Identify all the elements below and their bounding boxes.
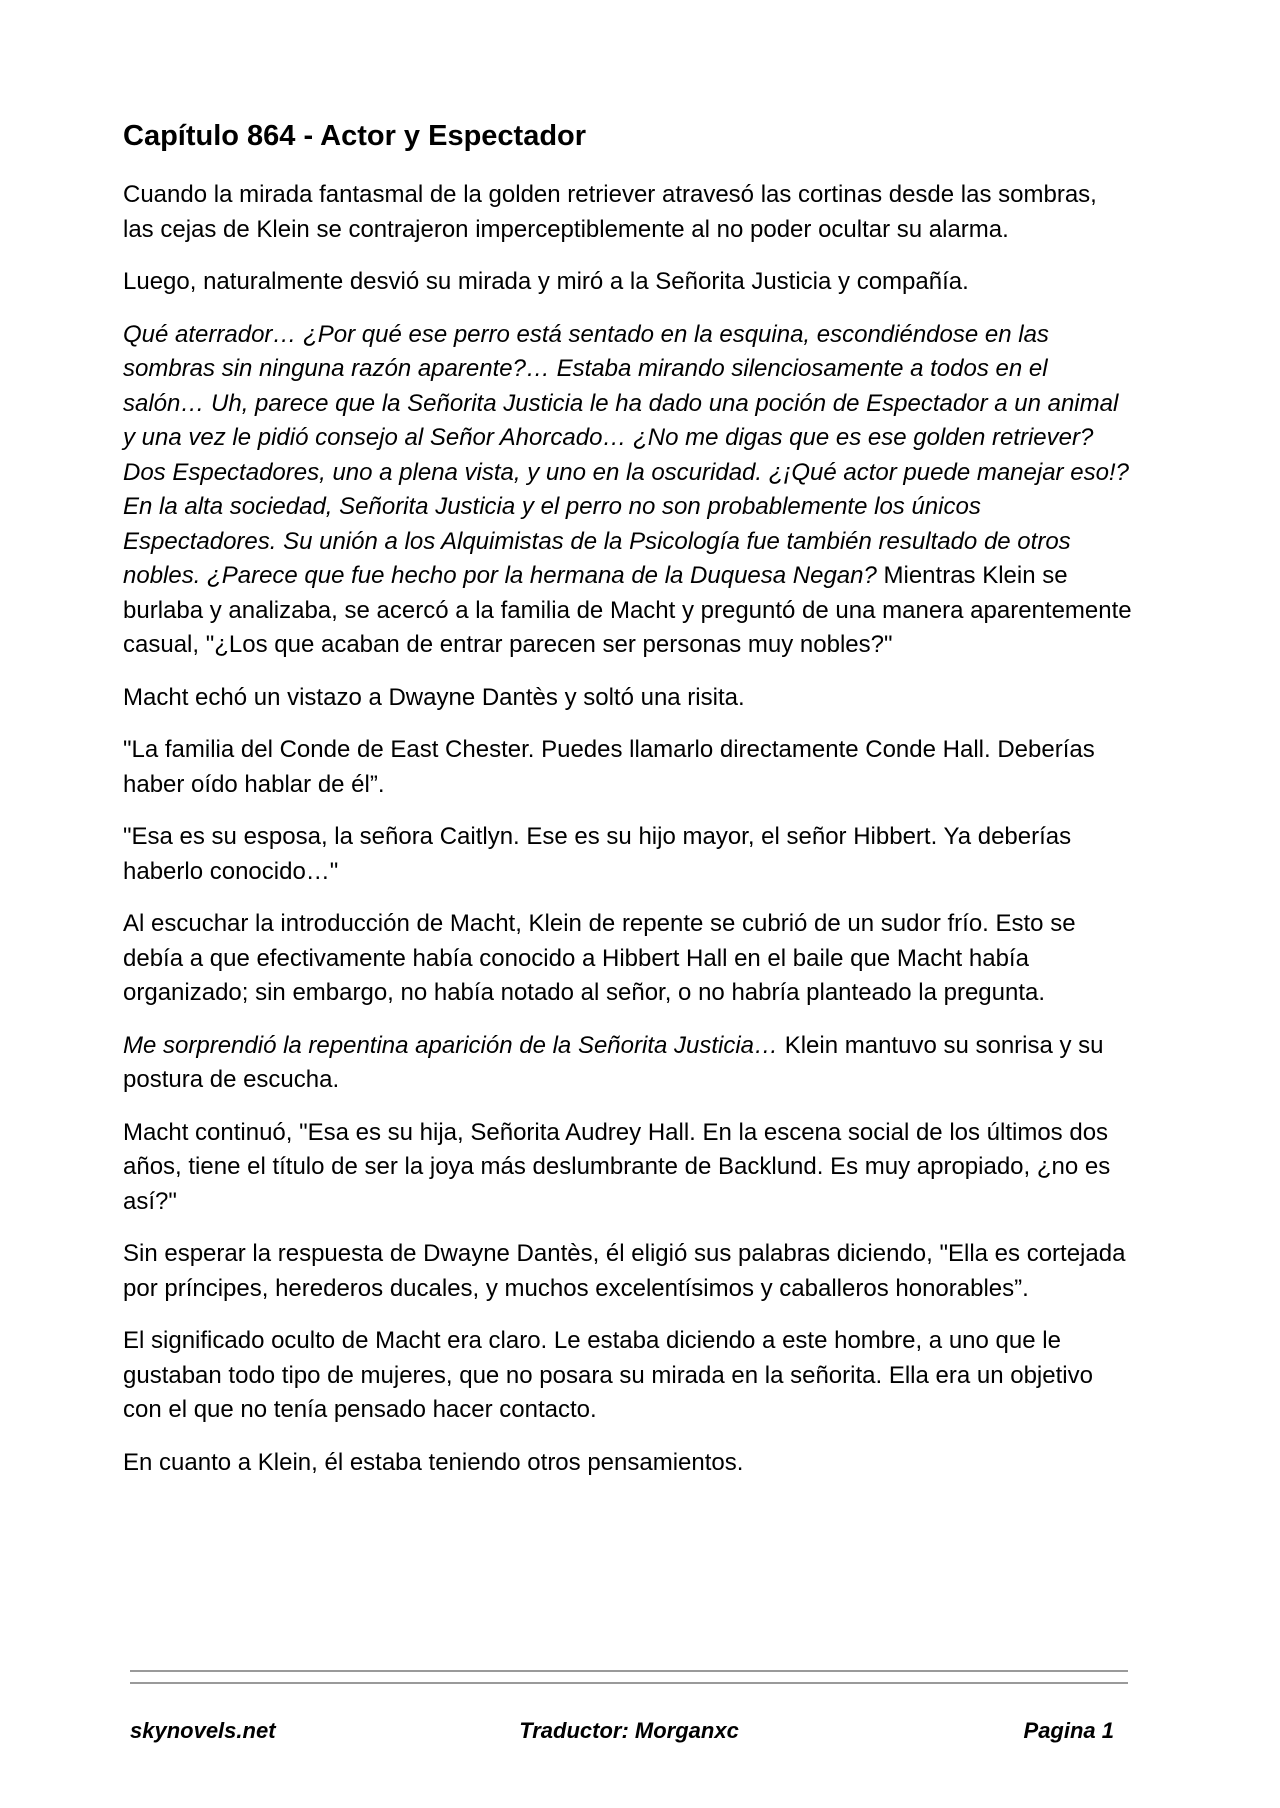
text-segment: Macht continuó, "Esa es su hija, Señorita Audrey Hall. En la escena social de los últimos dos años, tiene el título de ser la joya más deslumbrante de Backlund. Es muy apropiado, ¿no es así?": [123, 1118, 1111, 1215]
paragraph: [123, 1029, 1133, 1098]
paragraph: [123, 733, 1133, 802]
paragraph: [123, 178, 1133, 247]
italic-text: Qué aterrador… ¿Por qué ese perro está sentado en la esquina, escondiéndose en las sombras sin ninguna razón aparente?… Estaba mirando silenciosamente a todos en el salón… Uh, parece que la Señorita Justicia le ha dado una poción de Espectador a un animal y una vez le pidió consejo al Señor Ahorcado… ¿No me digas que es ese golden retriever? Dos Espectadores, uno a plena vista, y uno en la oscuridad. ¿¡Qué actor puede manejar eso!? En la alta sociedad, Señorita Justicia y el perro no son probablemente los únicos Espectadores. Su unión a los Alquimistas de la Psicología fue también resultado de otros nobles. ¿Parece que fue hecho por la hermana de la Duquesa Negan?: [123, 320, 1129, 589]
text-segment: En cuanto a Klein, él estaba teniendo otros pensamientos.: [123, 1448, 744, 1476]
text-segment: Al escuchar la introducción de Macht, Klein de repente se cubrió de un sudor frío. Esto se debía a que efectivamente había conocido a Hibbert Hall en el baile que Macht había organizado; sin embargo, no había notado al señor, o no habría planteado la pregunta.: [123, 910, 1076, 1006]
paragraph: [123, 681, 1133, 716]
text-segment: Macht echó un vistazo a Dwayne Dantès y soltó una risita.: [123, 683, 745, 711]
text-segment: Sin esperar la respuesta de Dwayne Dantès, él eligió sus palabras diciendo, "Ella es cortejada por príncipes, herederos ducales, y muchos excelentísimos y caballeros honorables”.: [123, 1240, 1126, 1302]
paragraph: [123, 318, 1133, 663]
paragraph: [123, 265, 1133, 300]
paragraph: [123, 907, 1133, 1011]
text-segment: Luego, naturalmente desvió su mirada y miró a la Señorita Justicia y compañía.: [123, 268, 969, 295]
footer-site: skynovels.net: [130, 1718, 276, 1743]
chapter-title: Capítulo 864 - Actor y Espectador: [123, 120, 587, 152]
text-segment: Klein mantuvo su sonrisa y su postura de escucha.: [123, 1031, 1104, 1093]
paragraph: [123, 1446, 1133, 1481]
footer-rule-bottom: [130, 1682, 1128, 1684]
paragraph: [123, 820, 1133, 889]
document-page: [123, 118, 1133, 1498]
footer-translator: Traductor: Morganxc: [519, 1718, 739, 1743]
chapter-body: [123, 178, 1133, 1480]
text-segment: El significado oculto de Macht era claro. Le estaba diciendo a este hombre, a uno que le gustaban todo tipo de mujeres, que no posara su mirada en la señorita. Ella era un objetivo con el que no tenía pensado hacer contacto.: [123, 1327, 1093, 1423]
paragraph: [123, 1116, 1133, 1220]
paragraph: [123, 1324, 1133, 1428]
footer-page-number: Pagina 1: [1023, 1718, 1114, 1743]
footer-rule-top: [130, 1670, 1128, 1672]
page-footer: [130, 1714, 1128, 1748]
text-segment: "Esa es su esposa, la señora Caitlyn. Ese es su hijo mayor, el señor Hibbert. Ya deberías haberlo conocido…": [123, 823, 1072, 885]
text-segment: Mientras Klein se burlaba y analizaba, se acercó a la familia de Macht y preguntó de una manera aparentemente casual, "¿Los que acaban de entrar parecen ser personas muy nobles?": [123, 562, 1132, 658]
text-segment: Cuando la mirada fantasmal de la golden retriever atravesó las cortinas desde las sombras, las cejas de Klein se contrajeron imperceptiblemente al no poder ocultar su alarma.: [123, 181, 1097, 243]
footer-divider: [130, 1670, 1128, 1694]
italic-text: Me sorprendió la repentina aparición de la Señorita Justicia…: [123, 1031, 779, 1059]
paragraph: [123, 1237, 1133, 1306]
text-segment: "La familia del Conde de East Chester. Puedes llamarlo directamente Conde Hall. Deberías haber oído hablar de él”.: [123, 736, 1095, 798]
